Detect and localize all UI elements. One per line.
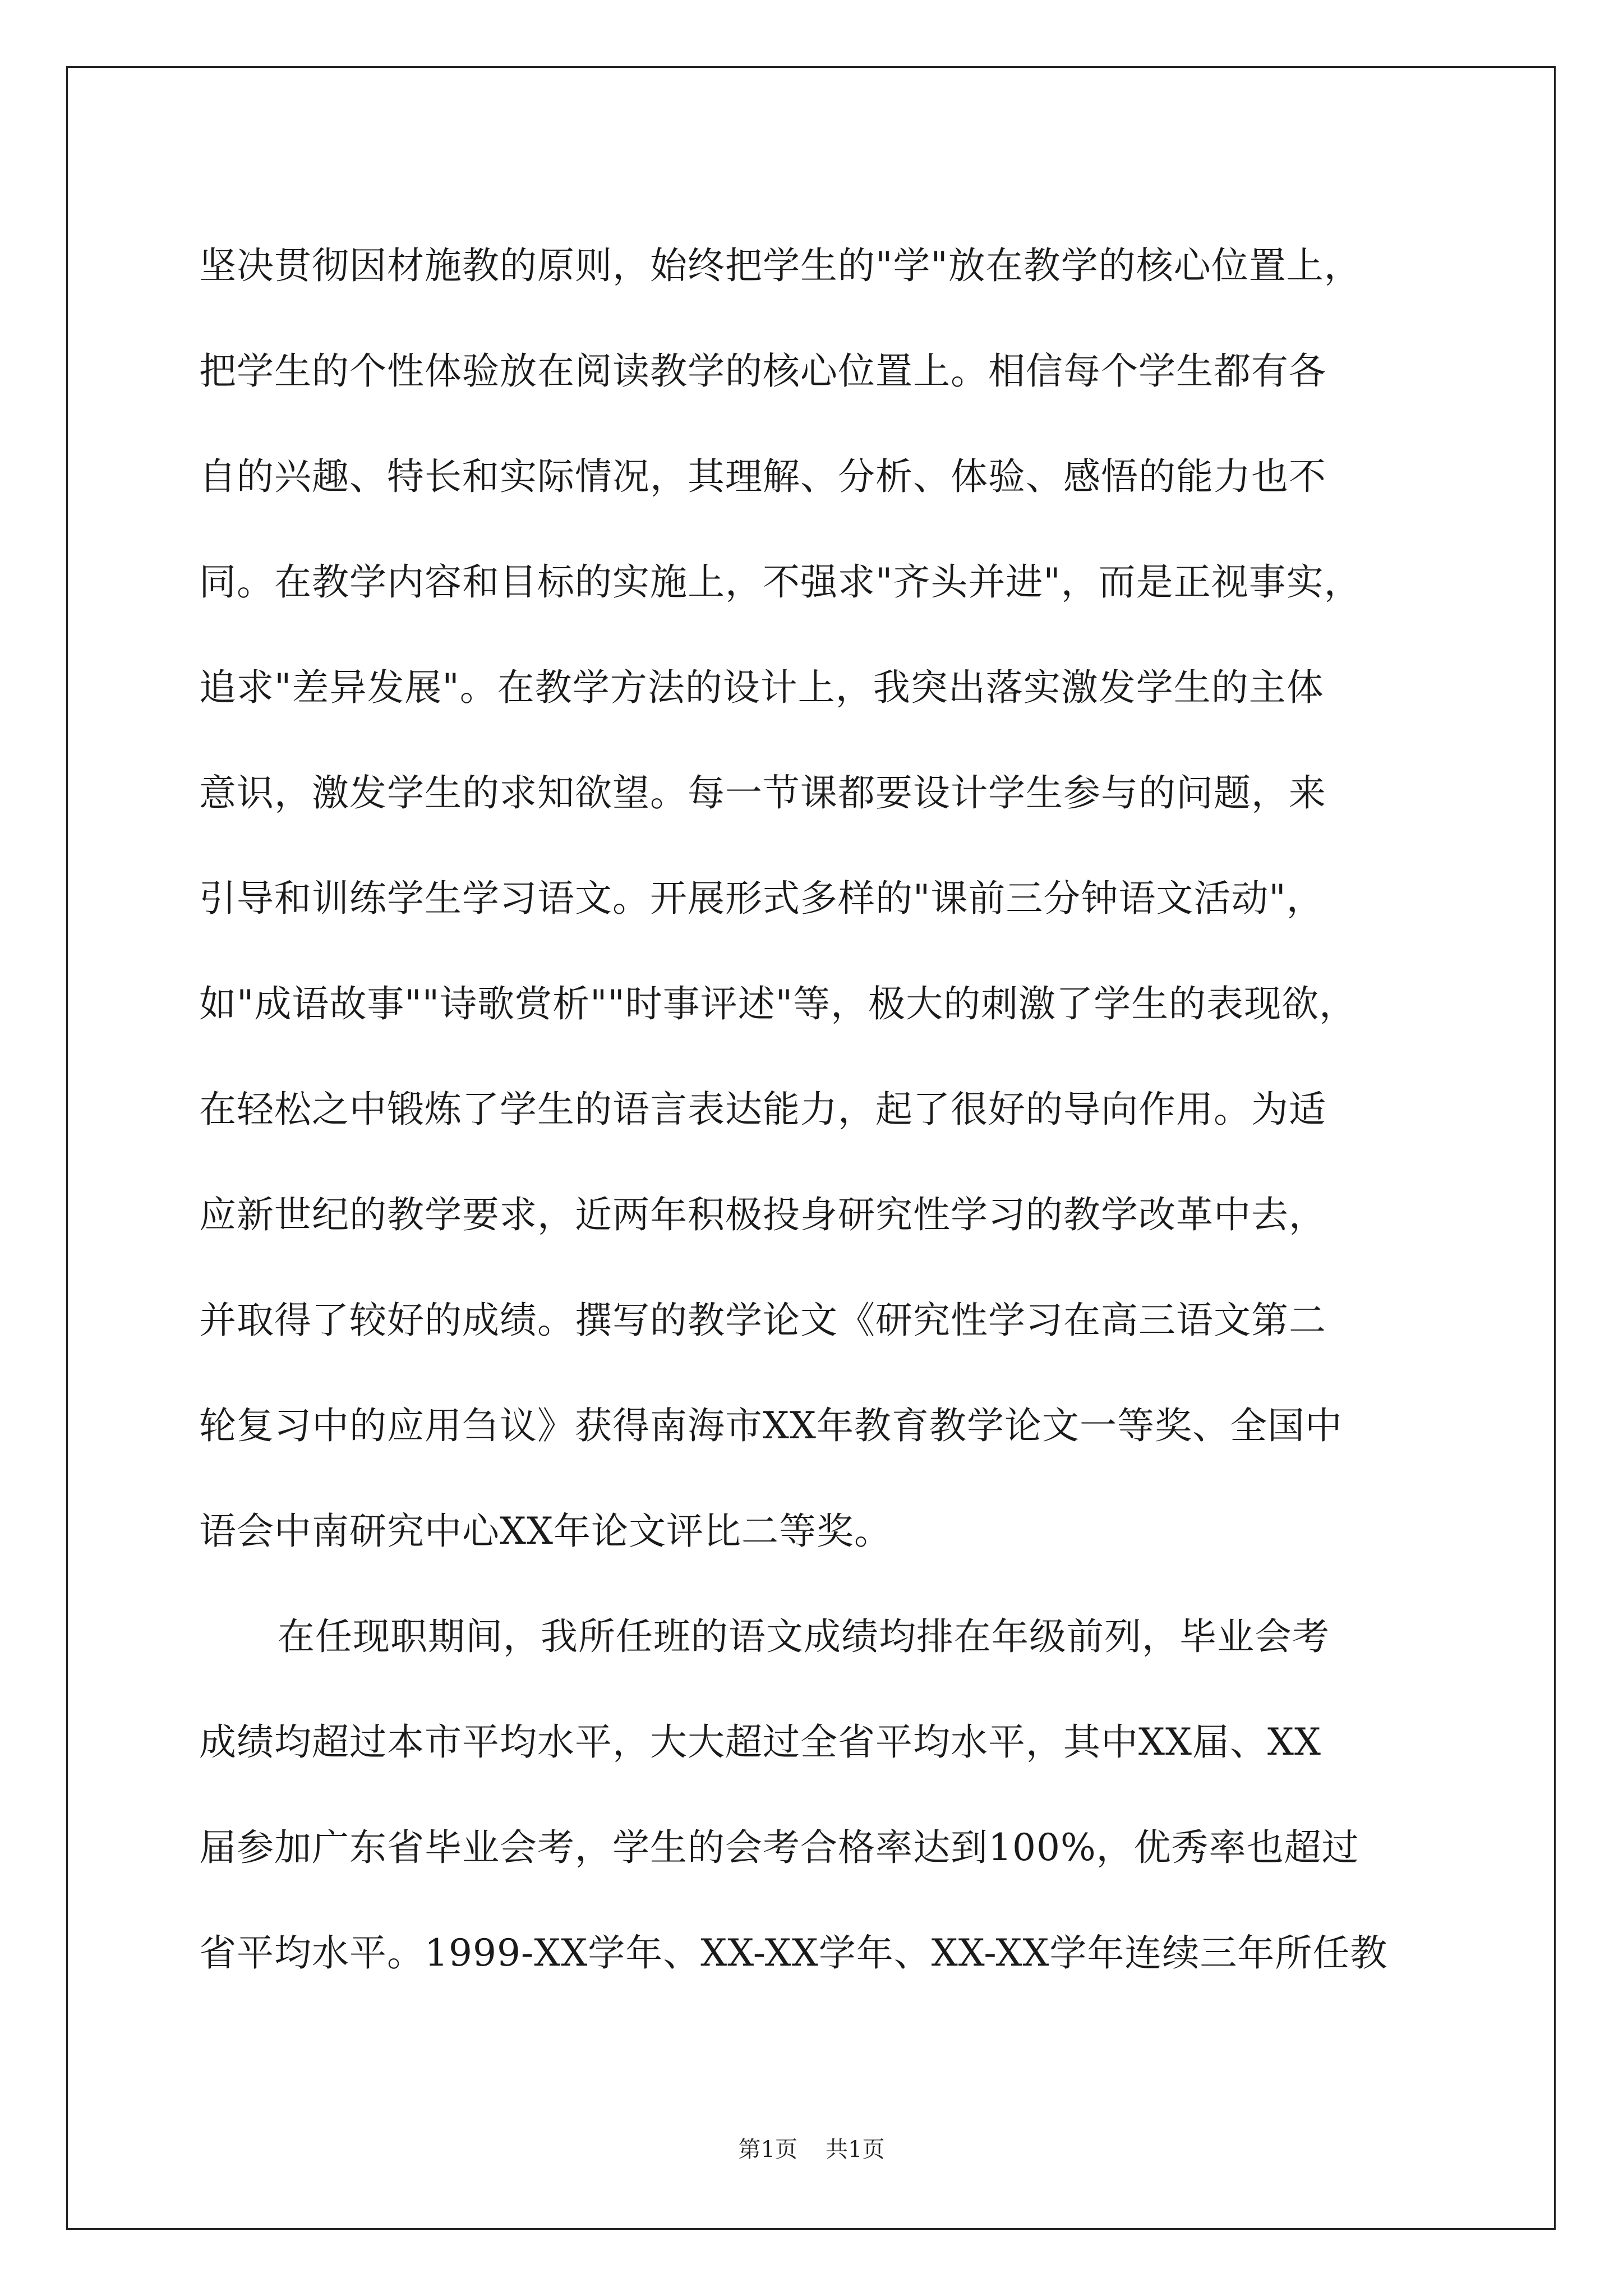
text-line: 自的兴趣、特长和实际情况，其理解、分析、体验、感悟的能力也不 xyxy=(199,455,1326,498)
page-number: 第1页 xyxy=(738,2137,797,2162)
text-line: 届参加广东省毕业会考，学生的会考合格率达到100%，优秀率也超过 xyxy=(199,1826,1359,1869)
page-total: 共1页 xyxy=(826,2137,885,2162)
text-line: 应新世纪的教学要求，近两年积极投身研究性学习的教学改革中去， xyxy=(199,1193,1326,1236)
text-line: 成绩均超过本市平均水平，大大超过全省平均水平，其中XX届、XX xyxy=(199,1720,1321,1764)
text-line: 在任现职期间，我所任班的语文成绩均排在年级前列，毕业会考 xyxy=(278,1615,1330,1658)
paragraph-2 xyxy=(199,1584,1427,2006)
text-line: 同。在教学内容和目标的实施上，不强求"齐头并进"，而是正视事实， xyxy=(199,560,1362,604)
text-line: 在轻松之中锻炼了学生的语言表达能力，起了很好的导向作用。为适 xyxy=(199,1088,1326,1131)
text-line: 坚决贯彻因材施教的原则，始终把学生的"学"放在教学的核心位置上， xyxy=(199,244,1362,287)
text-line: 如"成语故事""诗歌赏析""时事评述"等，极大的刺激了学生的表现欲， xyxy=(199,982,1357,1025)
text-line: 并取得了较好的成绩。撰写的教学论文《研究性学习在高三语文第二 xyxy=(199,1299,1326,1342)
text-line: 轮复习中的应用刍议》获得南海市XX年教育教学论文一等奖、全国中 xyxy=(199,1404,1343,1447)
text-line: 引导和训练学生学习语文。开展形式多样的"课前三分钟语文活动"， xyxy=(199,877,1324,920)
text-line: 意识，激发学生的求知欲望。每一节课都要设计学生参与的问题，来 xyxy=(199,771,1326,815)
document-body xyxy=(199,213,1427,2006)
text-line: 省平均水平。1999-XX学年、XX-XX学年、XX-XX学年连续三年所任教 xyxy=(199,1931,1388,1975)
text-line: 追求"差异发展"。在教学方法的设计上，我突出落实激发学生的主体 xyxy=(199,666,1324,709)
text-line: 语会中南研究中心XX年论文评比二等奖。 xyxy=(199,1510,892,1553)
paragraph-1 xyxy=(199,213,1427,1584)
text-line: 把学生的个性体验放在阅读教学的核心位置上。相信每个学生都有各 xyxy=(199,349,1326,393)
page-footer xyxy=(0,2132,1623,2164)
